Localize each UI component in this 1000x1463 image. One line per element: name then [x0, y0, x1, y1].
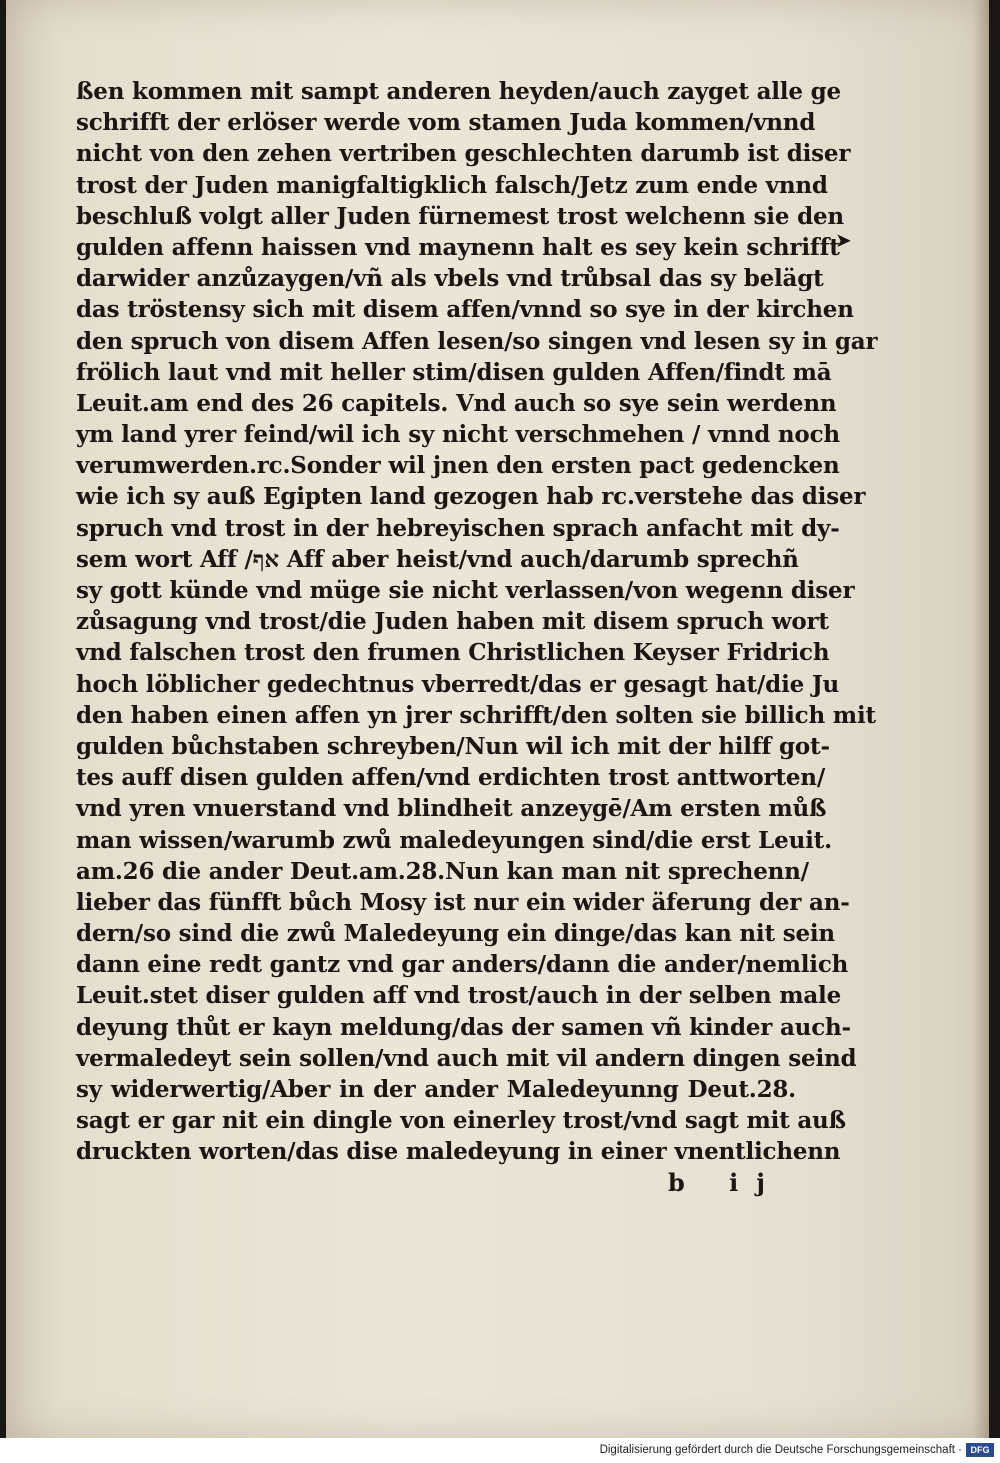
signature-mark: b ij	[668, 1168, 783, 1197]
text-line: Leuit.am end des 26 capitels. Vnd auch so sye sein werdenn	[76, 389, 837, 417]
dfg-logo-icon: DFG	[966, 1443, 994, 1457]
text-line: schrifft der erlöser werde vom stamen Juda kommen/vnnd	[76, 109, 816, 137]
text-line: darwider anzůzaygen/vñ als vbels vnd trůbsal das sy belägt	[76, 265, 824, 293]
text-line: gulden bůchstaben schreyben/Nun wil ich mit der hilff got-	[76, 732, 830, 760]
text-line: den spruch von disem Affen lesen/so singen vnd lesen sy in gar	[76, 327, 878, 355]
text-line: nicht von den zehen vertriben geschlechten darumb ist diser	[76, 140, 851, 168]
text-line: frölich laut vnd mit heller stim/disen gulden Affen/findt mā	[76, 358, 832, 386]
text-line: ym land yrer feind/wil ich sy nicht verschmehen / vnnd noch	[76, 421, 840, 449]
text-line: beschluß volgt aller Juden fürnemest trost welchenn sie den	[76, 202, 844, 230]
text-line: wie ich sy auß Egipten land gezogen hab rc.verstehe das diser	[76, 483, 866, 511]
text-line: vnd falschen trost den frumen Christlichen Keyser Fridrich	[76, 639, 830, 667]
text-line: trost der Juden manigfaltigklich falsch/Jetz zum ende vnnd	[76, 171, 828, 199]
text-line: sy gott künde vnd müge sie nicht verlassen/von wegenn diser	[76, 577, 855, 604]
text-line: verumwerden.rc.Sonder wil jnen den ersten pact gedencken	[76, 452, 840, 480]
text-line: deyung thůt er kayn meldung/das der samen vñ kinder auch-	[76, 1013, 851, 1041]
text-block	[76, 76, 878, 1168]
text-line: sem wort Aff /אף Aff aber heist/vnd auch/darumb sprechñ	[76, 545, 799, 573]
text-line: dann eine redt gantz vnd gar anders/dann die ander/nemlich	[76, 951, 849, 979]
text-line: vnd yren vnuerstand vnd blindheit anzeygē/Am ersten můß	[76, 795, 827, 823]
text-line: das tröstensy sich mit disem affen/vnnd so sye in der kirchen	[76, 296, 854, 324]
text-line: zůsagung vnd trost/die Juden haben mit disem spruch wort	[76, 608, 829, 636]
page-edge-shadow	[973, 0, 989, 1438]
footer-bar	[0, 1438, 1000, 1463]
footer-credit: Digitalisierung gefördert durch die Deutsche Forschungsgemeinschaft ·	[599, 1444, 962, 1456]
text-line: sagt er gar nit ein dingle von einerley trost/vnd sagt mit auß	[76, 1107, 846, 1135]
text-line: sy widerwertig/Aber in der ander Maledeyunng Deut.28.	[76, 1076, 796, 1103]
text-line: druckten worten/das dise maledeyung in einer vnentlichenn	[76, 1138, 841, 1166]
text-line: spruch vnd trost in der hebreyischen sprach anfacht mit dy-	[76, 514, 840, 542]
text-line: Leuit.stet diser gulden aff vnd trost/auch in der selben male	[76, 982, 842, 1010]
text-line: vermaledeyt sein sollen/vnd auch mit vil andern dingen seind	[76, 1044, 857, 1072]
text-line: hoch löblicher gedechtnus vberredt/das er gesagt hat/die Ju	[76, 670, 840, 698]
margin-pointer-icon: ➤	[835, 228, 852, 252]
text-line: tes auff disen gulden affen/vnd erdichten trost anttworten/	[76, 764, 826, 792]
text-line: dern/so sind die zwů Maledeyung ein dinge/das kan nit sein	[76, 920, 835, 948]
text-line: gulden affenn haissen vnd maynenn halt es sey kein schrifft	[76, 233, 840, 261]
text-line: den haben einen affen yn jrer schrifft/den solten sie billich mit	[76, 701, 876, 729]
text-line: am.26 die ander Deut.am.28.Nun kan man nit sprechenn/	[76, 857, 809, 885]
text-line: man wissen/warumb zwů maledeyungen sind/die erst Leuit.	[76, 826, 832, 854]
text-line: lieber das fünfft bůch Mosy ist nur ein wider äferung der an-	[76, 888, 850, 916]
text-line: ßen kommen mit sampt anderen heyden/auch zayget alle ge	[76, 78, 841, 105]
